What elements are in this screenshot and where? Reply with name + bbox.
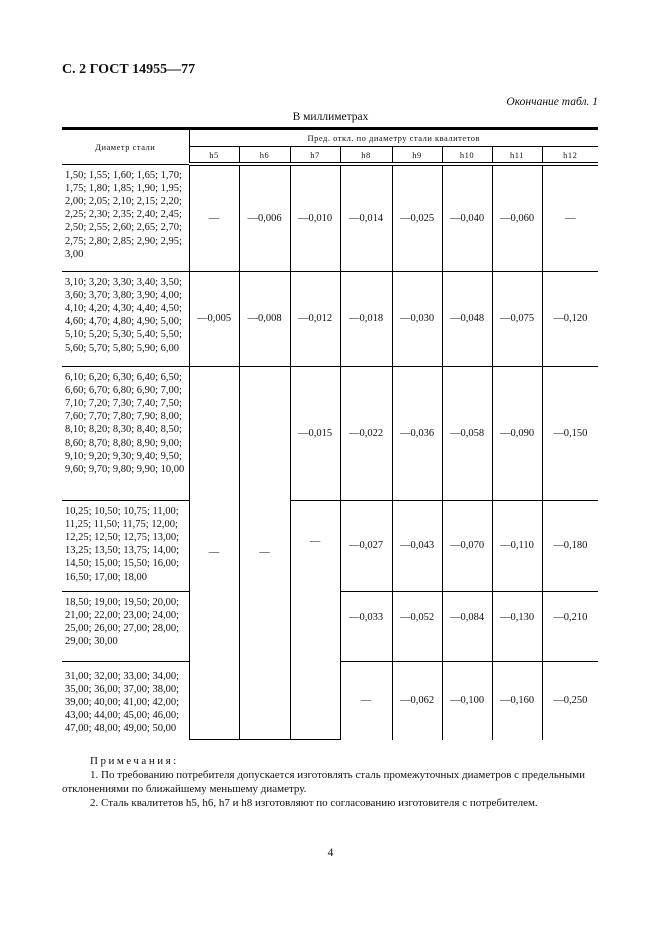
table-row — [62, 500, 598, 591]
diameter-cell: 1,50; 1,55; 1,60; 1,65; 1,70; 1,75; 1,80; 1,85; 1,90; 1,95; 2,00; 2,05; 2,10; 2,15; 2,20; 2,25; 2,30; 2,35; 2,40; 2,45; 2,50; 2,55; 2,60; 2,65; 2,70; 2,75; 2,80; 2,85; 2,90; 2,95; 3,00 — [62, 164, 189, 271]
header-h11: h11 — [492, 147, 542, 165]
value-h11: —0,090 — [492, 366, 542, 500]
header-h9: h9 — [392, 147, 442, 165]
value-h11: —0,110 — [492, 500, 542, 591]
value-h7: —0,010 — [290, 164, 340, 271]
value-h10: —0,040 — [442, 164, 492, 271]
page-header: С. 2 ГОСТ 14955—77 — [62, 62, 196, 77]
value-h7: —0,015 — [290, 366, 340, 500]
value-h11: —0,130 — [492, 591, 542, 661]
value-h6: —0,006 — [239, 164, 290, 271]
value-h8: — — [340, 661, 392, 740]
value-h12: —0,210 — [542, 591, 598, 661]
value-h9: —0,052 — [392, 591, 442, 661]
value-h12: —0,120 — [542, 271, 598, 366]
diameter-cell: 18,50; 19,00; 19,50; 20,00; 21,00; 22,00; 23,00; 24,00; 25,00; 26,00; 27,00; 28,00; 29,00; 30,00 — [62, 591, 189, 661]
header-h7: h7 — [290, 147, 340, 165]
value-h9: —0,062 — [392, 661, 442, 740]
value-h7: —0,012 — [290, 271, 340, 366]
note-item: 1. По требованию потребителя допускается изготовлять сталь промежуточных диаметров с предельными отклонениями по ближайшему меньшему диаметру. — [62, 769, 585, 795]
value-h10: —0,048 — [442, 271, 492, 366]
header-h10: h10 — [442, 147, 492, 165]
header-h6: h6 — [239, 147, 290, 165]
value-h10: —0,100 — [442, 661, 492, 740]
value-h7-merged: — — [290, 500, 340, 740]
value-h10: —0,084 — [442, 591, 492, 661]
value-h12: — — [542, 164, 598, 271]
value-h9: —0,036 — [392, 366, 442, 500]
value-h8: —0,014 — [340, 164, 392, 271]
value-h6: —0,008 — [239, 271, 290, 366]
notes-title: Примечания: — [90, 755, 179, 767]
value-h11: —0,075 — [492, 271, 542, 366]
value-h8: —0,033 — [340, 591, 392, 661]
value-h5: — — [189, 164, 239, 271]
value-h8: —0,018 — [340, 271, 392, 366]
value-h5-merged: — — [189, 366, 239, 740]
diameter-cell: 3,10; 3,20; 3,30; 3,40; 3,50; 3,60; 3,70; 3,80; 3,90; 4,00; 4,10; 4,20; 4,30; 4,40; 4,50; 4,60; 4,70; 4,80; 4,90; 5,00; 5,10; 5,20; 5,30; 5,40; 5,50; 5,60; 5,70; 5,80; 5,90; 6,00 — [62, 271, 189, 366]
notes-section — [62, 754, 642, 810]
header-diameter: Диаметр стали — [62, 129, 189, 165]
value-h12: —0,250 — [542, 661, 598, 740]
table-row — [62, 164, 598, 271]
value-h8: —0,022 — [340, 366, 392, 500]
value-h9: —0,025 — [392, 164, 442, 271]
value-h9: —0,030 — [392, 271, 442, 366]
header-row — [62, 129, 598, 147]
table-continuation-label: Окончание табл. 1 — [506, 96, 598, 108]
table-row — [62, 366, 598, 500]
header-tolerance-group: Пред. откл. по диаметру стали квалитетов — [189, 129, 598, 147]
value-h12: —0,180 — [542, 500, 598, 591]
value-h12: —0,150 — [542, 366, 598, 500]
value-h11: —0,160 — [492, 661, 542, 740]
note-item: 2. Сталь квалитетов h5, h6, h7 и h8 изготовляют по согласованию изготовителя с потребителем. — [90, 797, 538, 809]
units-label: В миллиметрах — [292, 111, 369, 123]
value-h8: —0,027 — [340, 500, 392, 591]
diameter-cell: 10,25; 10,50; 10,75; 11,00; 11,25; 11,50; 11,75; 12,00; 12,25; 12,50; 12,75; 13,00; 13,25; 13,50; 13,75; 14,00; 14,50; 15,00; 15,50; 16,00; 16,50; 17,00; 18,00 — [62, 500, 189, 591]
value-h6-merged: — — [239, 366, 290, 740]
header-h5: h5 — [189, 147, 239, 165]
header-h8: h8 — [340, 147, 392, 165]
value-h10: —0,070 — [442, 500, 492, 591]
table-row — [62, 271, 598, 366]
value-h5: —0,005 — [189, 271, 239, 366]
diameter-cell: 31,00; 32,00; 33,00; 34,00; 35,00; 36,00; 37,00; 38,00; 39,00; 40,00; 41,00; 42,00; 43,00; 44,00; 45,00; 46,00; 47,00; 48,00; 49,00; 50,00 — [62, 661, 189, 740]
header-h12: h12 — [542, 147, 598, 165]
tolerance-table — [62, 127, 598, 740]
diameter-cell: 6,10; 6,20; 6,30; 6,40; 6,50; 6,60; 6,70; 6,80; 6,90; 7,00; 7,10; 7,20; 7,30; 7,40; 7,50; 7,60; 7,70; 7,80; 7,90; 8,00; 8,10; 8,20; 8,30; 8,40; 8,50; 8,60; 8,70; 8,80; 8,90; 9,00; 9,10; 9,20; 9,30; 9,40; 9,50; 9,60; 9,70; 9,80; 9,90; 10,00 — [62, 366, 189, 500]
value-h9: —0,043 — [392, 500, 442, 591]
page-number: 4 — [327, 847, 334, 859]
value-h11: —0,060 — [492, 164, 542, 271]
value-h10: —0,058 — [442, 366, 492, 500]
